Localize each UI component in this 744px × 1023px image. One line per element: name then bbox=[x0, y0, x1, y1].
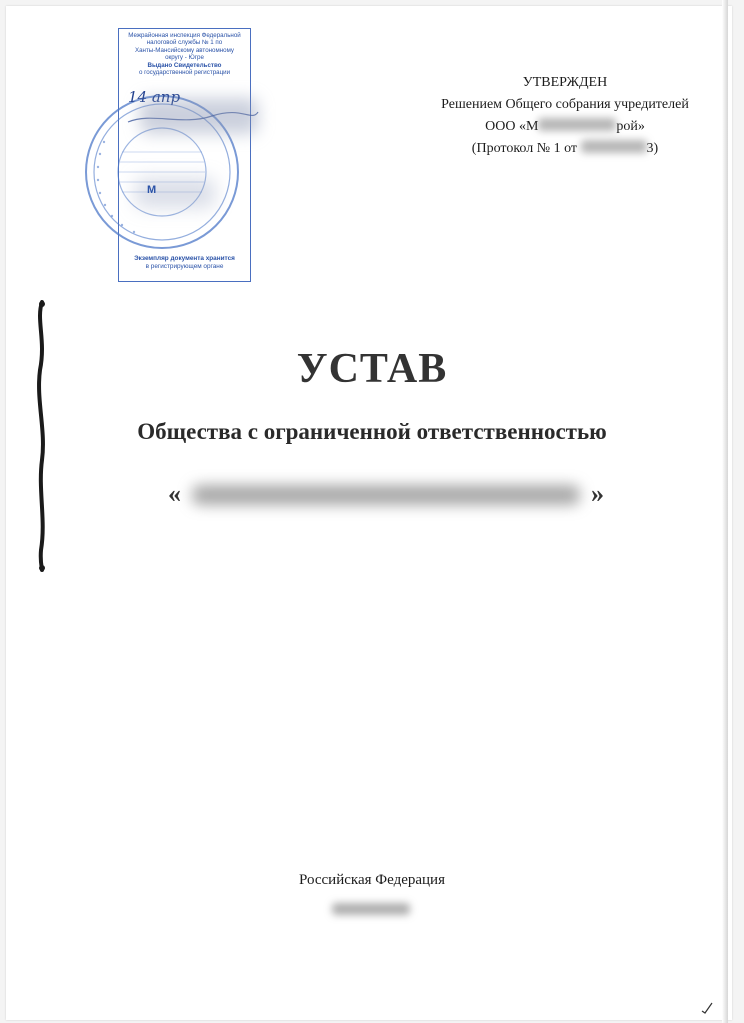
protocol-prefix: (Протокол № 1 от bbox=[471, 141, 581, 156]
handwritten-date-text: 14 апр bbox=[128, 88, 181, 106]
seal-letter: М bbox=[147, 184, 157, 196]
company-suffix: рой» bbox=[616, 119, 645, 134]
company-prefix: ООО «М bbox=[485, 119, 539, 134]
document-title: УСТАВ bbox=[296, 346, 448, 392]
protocol-line bbox=[420, 138, 710, 160]
open-quote: « bbox=[168, 479, 181, 508]
protocol-date-redaction bbox=[581, 140, 647, 153]
stamp-footer bbox=[121, 255, 248, 270]
pencil-tick-icon bbox=[700, 1000, 714, 1014]
approved-by-resolution: Решением Общего собрания учредителей bbox=[441, 97, 689, 112]
company-redaction bbox=[538, 118, 616, 131]
approved-heading: УТВЕРЖДЕН bbox=[522, 75, 608, 90]
stamp-redaction-1 bbox=[140, 98, 258, 134]
stamp-line: Межрайонная инспекция Федеральной bbox=[128, 32, 241, 39]
page-edge-shadow bbox=[722, 0, 728, 1023]
city-redaction bbox=[332, 903, 410, 915]
country-label: Российская Федерация bbox=[299, 872, 445, 888]
protocol-suffix: 3) bbox=[646, 141, 659, 156]
stamp-line: Выдано Свидетельство bbox=[147, 61, 222, 69]
stamp-line: округу - Югре bbox=[165, 54, 204, 62]
stamp-footer-line1: Экземпляр документа хранится bbox=[134, 255, 235, 262]
stamp-line: Ханты-Мансийскому автономному bbox=[134, 46, 235, 54]
approval-block bbox=[420, 72, 710, 160]
company-name-line bbox=[168, 477, 604, 517]
document-subtitle: Общества с ограниченной ответственностью bbox=[137, 419, 607, 444]
company-name-redaction bbox=[192, 485, 580, 505]
stamp-line: о государственной регистрации bbox=[138, 69, 231, 77]
stamp-line: налоговой службы № 1 по bbox=[146, 39, 223, 47]
stamp-footer-line2: в регистрирующем органе bbox=[145, 262, 224, 270]
close-quote: » bbox=[591, 479, 604, 508]
stamp-text-lines bbox=[121, 32, 248, 76]
approved-company-line bbox=[420, 116, 710, 138]
